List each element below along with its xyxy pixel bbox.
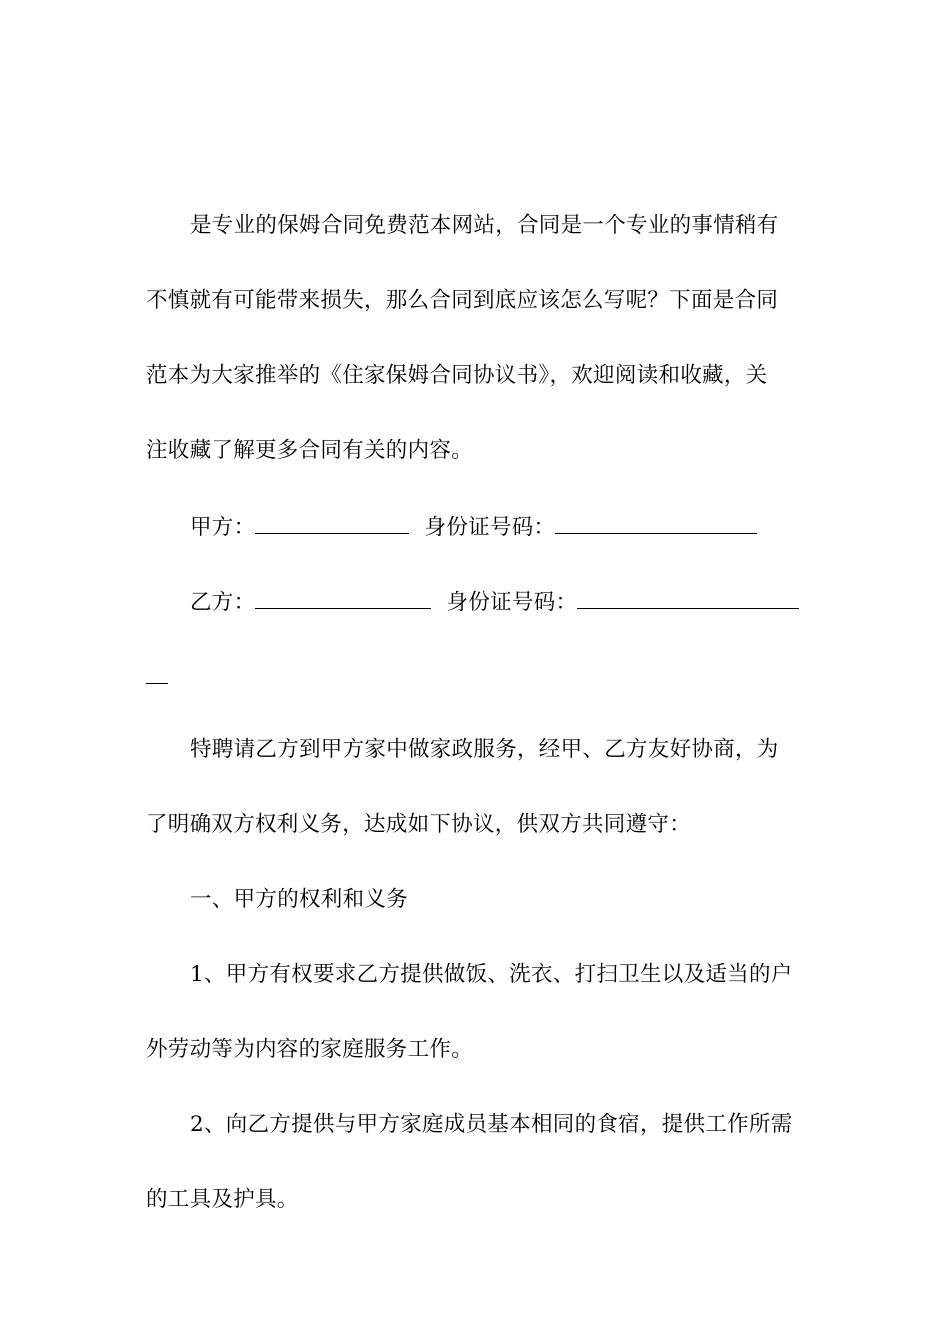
item-2-line-2: 的工具及护具。 [146, 1187, 299, 1212]
party-b-label: 乙方： [190, 590, 256, 615]
item-2-line-1: 2、向乙方提供与甲方家庭成员基本相同的食宿，提供工作所需 [190, 1112, 793, 1137]
party-a-line [190, 511, 757, 541]
item-1-line-2: 外劳动等为内容的家庭服务工作。 [146, 1037, 474, 1062]
party-a-id-blank [555, 511, 757, 534]
party-a-name-blank [255, 511, 409, 534]
party-b-id-blank [577, 586, 799, 609]
intro-line-1: 是专业的保姆合同免费范本网站，合同是一个专业的事情稍有 [190, 213, 779, 238]
preamble-line-2: 了明确双方权利义务，达成如下协议，供双方共同遵守： [146, 812, 692, 837]
intro-line-3: 范本为大家推举的《住家保姆合同协议书》，欢迎阅读和收藏，关 [146, 363, 768, 388]
preamble-line-1: 特聘请乙方到甲方家中做家政服务，经甲、乙方友好协商，为 [190, 737, 779, 762]
party-b-id-blank-continuation [146, 683, 168, 684]
party-b-line [190, 586, 799, 616]
party-b-name-blank [255, 586, 431, 609]
party-a-id-label: 身份证号码： [424, 515, 556, 540]
intro-line-4: 注收藏了解更多合同有关的内容。 [146, 438, 474, 463]
section-1-title: 一、甲方的权利和义务 [190, 887, 409, 912]
party-a-label: 甲方： [190, 515, 256, 540]
party-b-id-label: 身份证号码： [446, 590, 578, 615]
item-1-line-1: 1、甲方有权要求乙方提供做饭、洗衣、打扫卫生以及适当的户 [190, 962, 793, 987]
intro-line-2: 不慎就有可能带来损失，那么合同到底应该怎么写呢？下面是合同 [146, 288, 779, 313]
